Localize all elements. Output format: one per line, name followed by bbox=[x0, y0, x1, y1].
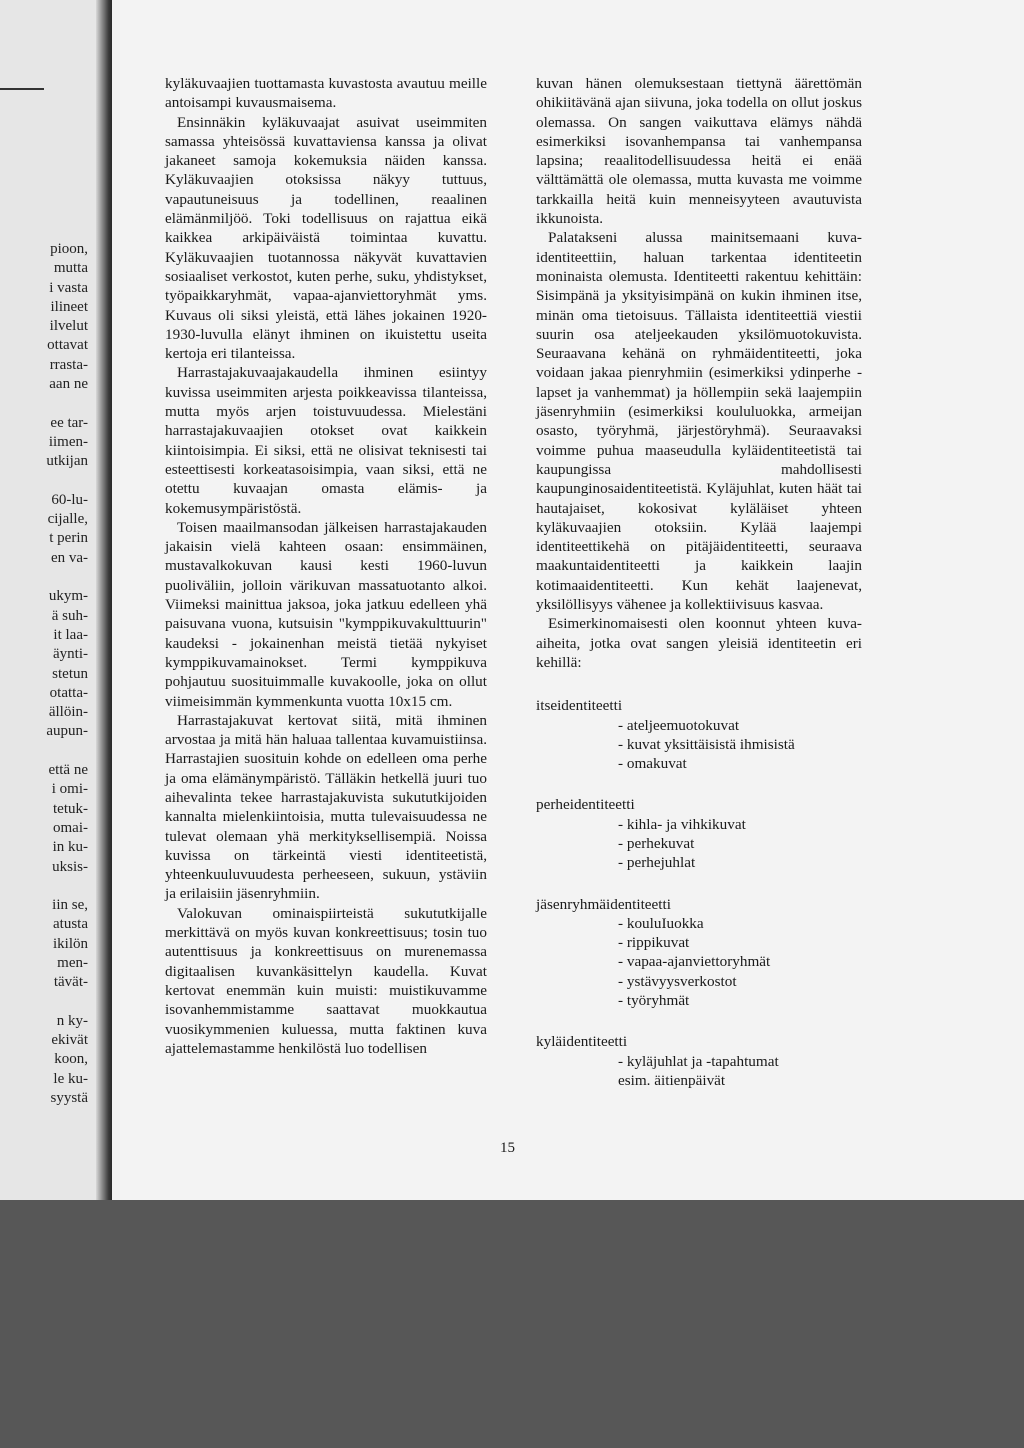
margin-fragment: cijalle, bbox=[47, 511, 88, 528]
category-item: - perhekuvat bbox=[618, 834, 695, 852]
margin-fragment: äynti- bbox=[53, 646, 88, 663]
margin-fragment: aupun- bbox=[46, 723, 88, 740]
margin-fragment bbox=[0, 993, 88, 1012]
margin-fragment: ekivät bbox=[51, 1032, 88, 1049]
margin-fragment: iimen- bbox=[48, 433, 88, 450]
margin-fragment: että ne bbox=[48, 762, 88, 779]
margin-fragment: en va- bbox=[50, 549, 88, 566]
category-items bbox=[618, 914, 862, 1010]
category-item: - perhejuhlat bbox=[618, 854, 696, 872]
identity-category bbox=[536, 895, 862, 1011]
margin-fragment bbox=[0, 394, 88, 413]
margin-fragment: ällöin- bbox=[48, 704, 88, 721]
category-title: jäsenryhmäidentiteetti bbox=[536, 895, 671, 913]
category-item: - kouluIuokka bbox=[618, 914, 704, 932]
category-item: - vapaa-ajanviettoryhmät bbox=[618, 953, 771, 971]
margin-fragment: atusta bbox=[53, 916, 88, 933]
category-item: - ateljeemuotokuvat bbox=[618, 716, 740, 734]
margin-fragment: otatta- bbox=[49, 684, 88, 701]
margin-fragment: utkijan bbox=[46, 453, 88, 470]
paragraph: kyläkuvaajien tuottamasta kuvastosta avautuu meille antoisampi kuvausmaisema. bbox=[165, 75, 487, 112]
margin-fragment bbox=[0, 742, 88, 761]
margin-fragment: n ky- bbox=[56, 1012, 88, 1029]
margin-fragment: t perin bbox=[49, 530, 88, 547]
margin-fragment: ukym- bbox=[48, 588, 88, 605]
category-item: - kuvat yksittäisistä ihmisistä bbox=[618, 735, 795, 753]
identity-category bbox=[536, 696, 862, 773]
identity-category bbox=[536, 795, 862, 872]
category-item: - rippikuvat bbox=[618, 934, 690, 952]
margin-rule bbox=[0, 88, 44, 90]
category-item: esim. äitienpäivät bbox=[618, 1071, 726, 1089]
paragraph: Ensinnäkin kyläkuvaajat asuivat useimmiten samassa yhteisössä kuvattaviensa kanssa ja olivat jakaneet samoja kokemuksia näiden kanssa. Kyläkuvaajien otoksissa näkyy tuttuus, vapautuneisuus ja todellinen, reaalinen elämänmiljöö. Toki todellisuus on rajattua eikä kaikkea arkipäiväistä toimintaa kuvattu. Kyläkuvaajien tuotannossa näkyvät kuvattavien sosiaaliset verkostot, kuten perhe, suku, yhdistykset, työpaikkaryhmät, vapaa-ajanviettoryhmät yms. Kuvaus oli siksi yleistä, että lähes jokainen 1920-1930-luvulla elänyt ihminen on ikuistettu useita kertoja eri tilanteissa. bbox=[165, 113, 487, 363]
category-items bbox=[618, 1052, 862, 1091]
paragraph: kuvan hänen olemuksestaan tiettynä äärettömän ohikiitävänä ajan siivuna, joka todella on ollut joskus olemassa. On sangen vaikuttava elämys nähdä esimerkiksi isovanhempansa tai vanhempansa lapsina; reaalitodellisuudessa heitä ei enää välttämättä ole olemassa, mutta kuvasta me voimme tarkkailla heitä kuin menneisyyteen avautuvista ikkunoista. bbox=[536, 75, 862, 228]
margin-fragment: in ku- bbox=[52, 839, 88, 856]
category-title: perheidentiteetti bbox=[536, 796, 635, 814]
margin-fragment: it laa- bbox=[53, 626, 88, 643]
margin-fragment: ilineet bbox=[50, 298, 88, 315]
margin-fragment: 60-lu- bbox=[51, 491, 88, 508]
margin-fragment: ottavat bbox=[47, 337, 88, 354]
identity-category bbox=[536, 1032, 862, 1090]
page-number: 15 bbox=[500, 1140, 515, 1156]
category-item: - työryhmät bbox=[618, 992, 690, 1010]
category-items bbox=[618, 716, 862, 774]
category-item: - ystävyysverkostot bbox=[618, 972, 737, 990]
margin-fragment: iin se, bbox=[52, 897, 88, 914]
previous-page-edge bbox=[0, 0, 110, 1200]
category-items bbox=[618, 815, 862, 873]
margin-fragment: i omi- bbox=[51, 781, 88, 798]
margin-fragment: ee tar- bbox=[50, 414, 88, 431]
paragraph: Palatakseni alussa mainitsemaani kuva-identiteettiin, haluan tarkentaa identiteetin moninaista olemusta. Identiteetti rakentuu kehittäin: Sisimpänä ja yksityisimpänä on kukin ihminen itse, minän oma tietoisuus. Tällaista identiteettiä viestii suurin osa ateljeekauden yksilömuotokuvista. Seuraavana kehänä on ryhmäidentiteetti, joka voidaan jakaa pienryhmiin (esimerkiksi ydinperhe - lapset ja vanhemmat) ja höllempiin sekä laajempiin jäsenryhmiin (esimerkiksi koululuokka, armeijan osasto, työryhmä, järjestöryhmä). Seuraavaksi voimme puhua maaseudulla kyläidentiteetistä tai kaupungissa mahdollisesti kaupunginosaidentiteetistä. Kyläjuhlat, kuten häät tai hautajaiset, kokosivat kyläläiset yhteen kyläkuvaajien otoksiin. Kylää laajempi identiteettikehä on pitäjäidentiteetti, seuraava maakuntaidentiteetti ja kaikkein laajin kotimaaidentiteetti. Kun kehät laajenevat, yksilöllisyys vähenee ja kollektiivisuus kasvaa. bbox=[536, 229, 862, 614]
margin-fragment: rrasta- bbox=[49, 356, 88, 373]
margin-fragment: koon, bbox=[54, 1051, 88, 1068]
margin-fragment: ilvelut bbox=[49, 318, 88, 335]
margin-fragment bbox=[0, 877, 88, 896]
margin-fragment: tävät- bbox=[53, 974, 88, 991]
paragraph: Esimerkinomaisesti olen koonnut yhteen kuva-aiheita, jotka ovat sangen yleisiä identiteetin eri kehillä: bbox=[536, 615, 862, 671]
margin-fragment: omai- bbox=[53, 819, 88, 836]
margin-fragment: uksis- bbox=[52, 858, 88, 875]
margin-fragment: syystä bbox=[50, 1090, 88, 1107]
margin-fragment: ä suh- bbox=[51, 607, 88, 624]
margin-fragment: tetuk- bbox=[53, 800, 88, 817]
margin-fragment: ikilön bbox=[52, 935, 88, 952]
margin-fragment: stetun bbox=[52, 665, 88, 682]
right-text-column bbox=[536, 74, 862, 1090]
category-title: kyläidentiteetti bbox=[536, 1033, 628, 1051]
margin-fragment bbox=[0, 472, 88, 491]
margin-fragment: pioon, bbox=[50, 241, 88, 257]
category-title: itseidentiteetti bbox=[536, 697, 623, 715]
category-item: - kyläjuhlat ja -tapahtumat bbox=[618, 1052, 779, 1070]
category-item: - kihla- ja vihkikuvat bbox=[618, 815, 746, 833]
paragraph: Toisen maailmansodan jälkeisen harrastajakauden jakaisin vielä kahteen osaan: ensimmäinen, mustavalkokuvan kausi kesti 1960-luvun puoliväliin, jolloin värikuvan massatuotanto alkoi. Viimeksi mainittua jaksoa, joka jatkuu edelleen yhä paisuvana vuona, kutsuisin "kymppikuvakulttuurin" kaudeksi - jokainenhan meistä tietää nykyiset kymppikuvamainokset. Termi kymppikuva pohjautuu suosituimmalle kuvakoolle, joka on ollut viimeisimmän kymmenkunta vuotta 10x15 cm. bbox=[165, 518, 487, 710]
margin-fragment: i vasta bbox=[49, 279, 88, 296]
paragraph: Valokuvan ominaispiirteistä sukututkijalle merkittävä on myös kuvan konkreettisuus; tosin tuo autenttisuus ja konkreettisuus on murenemassa digitaalisen kuvankäsittelyn kaudella. Kuvat kertovat enemmän kuin muisti: muistikuvamme isovanhemmistamme saattavat muokkautua vuosikymmenien kuluessa, mutta faktinen kuva ajattelemastamme henkilöstä luo todellisen bbox=[165, 904, 487, 1057]
margin-fragment: mutta bbox=[53, 260, 88, 277]
margin-fragment: le ku- bbox=[53, 1070, 88, 1087]
margin-fragment: men- bbox=[57, 954, 88, 971]
scan-background bbox=[0, 1200, 1024, 1448]
previous-page-text-fragments bbox=[0, 240, 92, 1108]
left-text-column bbox=[165, 74, 487, 1058]
margin-fragment: aan ne bbox=[49, 376, 88, 393]
paragraph: Harrastajakuvat kertovat siitä, mitä ihminen arvostaa ja mitä hän haluaa tallentaa kuvamuistiinsa. Harrastajien suosituin kohde on edelleen oma perhe ja oma elämänympäristö. Tälläkin hetkellä juuri tuo aihevalinta tekee harrastajakuvista sukututkijoiden kannalta mielenkiintoisia, mutta tulevaisuudessa ne tulevat olemaan yhä merkityksellisempiä. Noissa kuvissa on tärkeintä viesti identiteetistä, yhteenkuuluvuudesta perheeseen, sukuun, ystäviin ja erilaisiin jäsenryhmiin. bbox=[165, 711, 487, 903]
margin-fragment bbox=[0, 568, 88, 587]
paragraph: Harrastajakuvaajakaudella ihminen esiintyy kuvissa useimmiten arjesta poikkeavissa tilanteissa, mutta myös arjen toistuvuudessa. Mielestäni harrastajakuvaajien otokset ovat kaikkein kiintoisimpia. Ei siksi, että ne olisivat teknisesti tai esteettisesti korkeatasoisimpia, vaan siksi, että ne otettu kuvaajan omasta elämis- ja kokemusympäristöstä. bbox=[165, 364, 487, 517]
category-item: - omakuvat bbox=[618, 755, 687, 773]
